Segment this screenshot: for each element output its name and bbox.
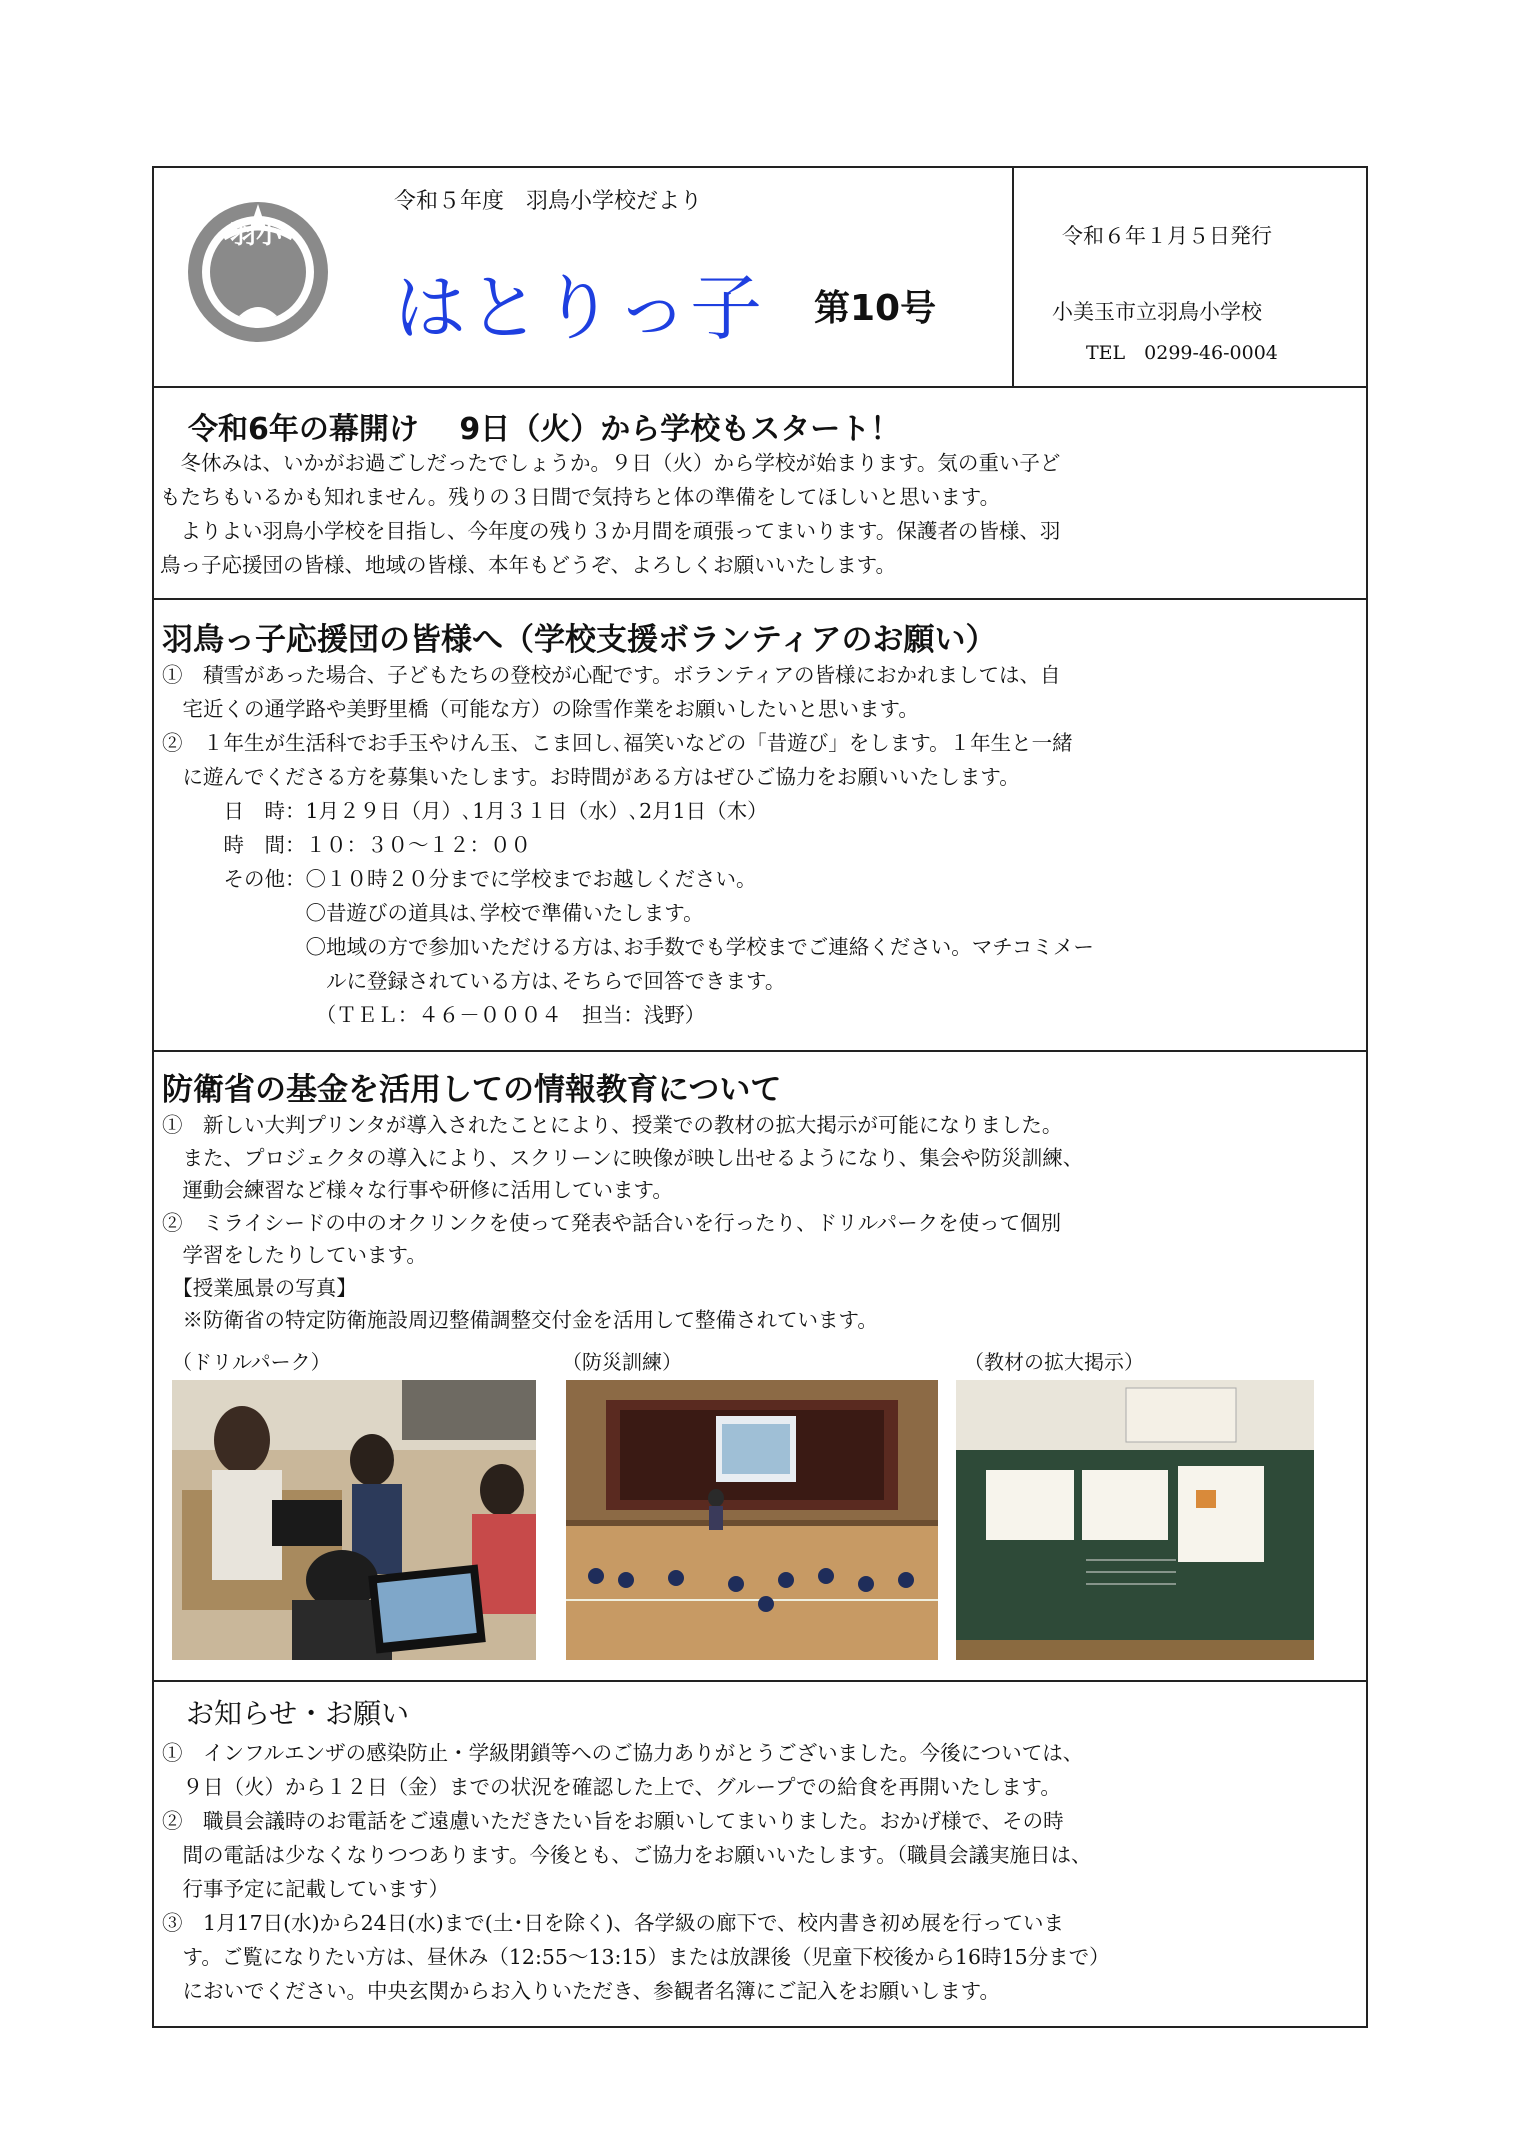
school-name: 小美玉市立羽鳥小学校 <box>1052 300 1262 324</box>
text-line: す。ご覧になりたい方は、昼休み（12:55～13:15）または放課後（児童下校後から16時15分まで） <box>162 1945 1110 1969</box>
text-line: 鳥っ子応援団の皆様、地域の皆様、本年もどうぞ、よろしくお願いいたします。 <box>160 553 896 577</box>
text-line: ② １年生が生活科でお手玉やけん玉、こま回し､福笑いなどの「昔遊び」をします。１年生と一緒 <box>162 731 1073 755</box>
text-line: 【授業風景の写真】 <box>162 1275 357 1300</box>
text-line: 時 間：１０：３０～１２：００ <box>162 833 531 857</box>
text-line: 学習をしたりしています。 <box>162 1243 427 1267</box>
text-line: 間の電話は少なくなりつつあります。今後とも、ご協力をお願いいたします。（職員会議実施日は、 <box>162 1843 1092 1867</box>
photo-caption-drill: （ドリルパーク） <box>172 1350 331 1374</box>
divider <box>154 386 1366 388</box>
newsletter-frame <box>152 166 1368 2028</box>
text-line: においでください。中央玄関からお入りいただき、参観者名簿にご記入をお願いします。 <box>162 1979 1001 2003</box>
text-line: ９日（火）から１２日（金）までの状況を確認した上で、グループでの給食を再開いたします。 <box>162 1775 1061 1799</box>
text-line: 日 時：1月２９日（月）､1月３１日（水）､2月1日（木） <box>162 799 768 823</box>
text-line: 行事予定に記載しています） <box>162 1877 449 1901</box>
divider <box>154 598 1366 600</box>
text-line: ※防衛省の特定防衛施設周辺整備調整交付金を活用して整備されています。 <box>162 1308 878 1332</box>
text-line: ② ミライシードの中のオクリンクを使って発表や話合いを行ったり、ドリルパークを使って個別 <box>162 1210 1062 1235</box>
text-line: その他：〇１０時２０分までに学校までお越しください。 <box>162 867 757 891</box>
issue-number: 第10号 <box>814 288 937 329</box>
divider <box>154 1050 1366 1052</box>
section3-heading: 防衛省の基金を活用しての情報教育について <box>162 1072 782 1108</box>
issue-date: 令和６年１月５日発行 <box>1062 224 1272 248</box>
emblem-text: 羽小 <box>229 220 282 250</box>
photo-enlarged-display <box>956 1380 1314 1660</box>
text-line: ① 積雪があった場合、子どもたちの登校が心配です。ボランティアの皆様におかれましては、自 <box>162 663 1061 687</box>
text-line: ③ 1月17日(水)から24日(水)まで(土･日を除く)、各学級の廊下で、校内書き初め展を行っていま <box>162 1911 1065 1935</box>
text-line: もたちもいるかも知れません。残りの３日間で気持ちと体の準備をしてほしいと思います。 <box>160 485 1001 509</box>
divider <box>154 1680 1366 1682</box>
newsletter-title: はとりっ子 <box>394 266 765 350</box>
text-line: よりよい羽鳥小学校を目指し、今年度の残り３か月間を頑張ってまいります。保護者の皆様、羽 <box>160 519 1061 543</box>
text-line: （ＴＥＬ：４６－０００４ 担当：浅野） <box>162 1003 706 1027</box>
text-line: 宅近くの通学路や美野里橋（可能な方）の除雪作業をお願いしたいと思います。 <box>162 697 919 721</box>
school-tel: TEL 0299-46-0004 <box>1086 342 1278 364</box>
text-line: 〇地域の方で参加いただける方は､お手数でも学校までご連絡ください。マチコミメー <box>162 935 1094 959</box>
text-line: また、プロジェクタの導入により、スクリーンに映像が映し出せるようになり、集会や防災訓練、 <box>162 1145 1084 1170</box>
text-line: ② 職員会議時のお電話をご遠慮いただきたい旨をお願いしてまいりました。おかげ様で、その時 <box>162 1809 1064 1833</box>
text-line: 冬休みは、いかがお過ごしだったでしょうか。９日（火）から学校が始まります。気の重い子ど <box>160 451 1061 475</box>
photo-drill-park <box>172 1380 536 1660</box>
text-line: ① 新しい大判プリンタが導入されたことにより、授業での教材の拡大掲示が可能になりました。 <box>162 1113 1063 1137</box>
text-line: ルに登録されている方は､そちらで回答できます。 <box>162 969 786 993</box>
section2-heading: 羽鳥っ子応援団の皆様へ（学校支援ボランティアのお願い） <box>162 622 997 658</box>
text-line: に遊んでくださる方を募集いたします。お時間がある方はぜひご協力をお願いいたします。 <box>162 765 1020 789</box>
photo-disaster-drill <box>566 1380 938 1660</box>
org-line: 令和５年度 羽鳥小学校だより <box>394 189 703 214</box>
photo-caption-display: （教材の拡大掲示） <box>964 1350 1144 1374</box>
text-line: 運動会練習など様々な行事や研修に活用しています。 <box>162 1178 673 1202</box>
section1-heading: 令和6年の幕開け 9日（火）から学校もスタート！ <box>188 412 901 447</box>
section4-heading: お知らせ・お願い <box>186 1697 410 1730</box>
text-line: 〇昔遊びの道具は､学校で準備いたします。 <box>162 901 704 925</box>
text-line: ① インフルエンザの感染防止・学級閉鎖等へのご協力ありがとうございました。今後については、 <box>162 1741 1084 1765</box>
header-divider <box>1012 168 1014 386</box>
photo-caption-drill-training: （防災訓練） <box>562 1350 682 1374</box>
